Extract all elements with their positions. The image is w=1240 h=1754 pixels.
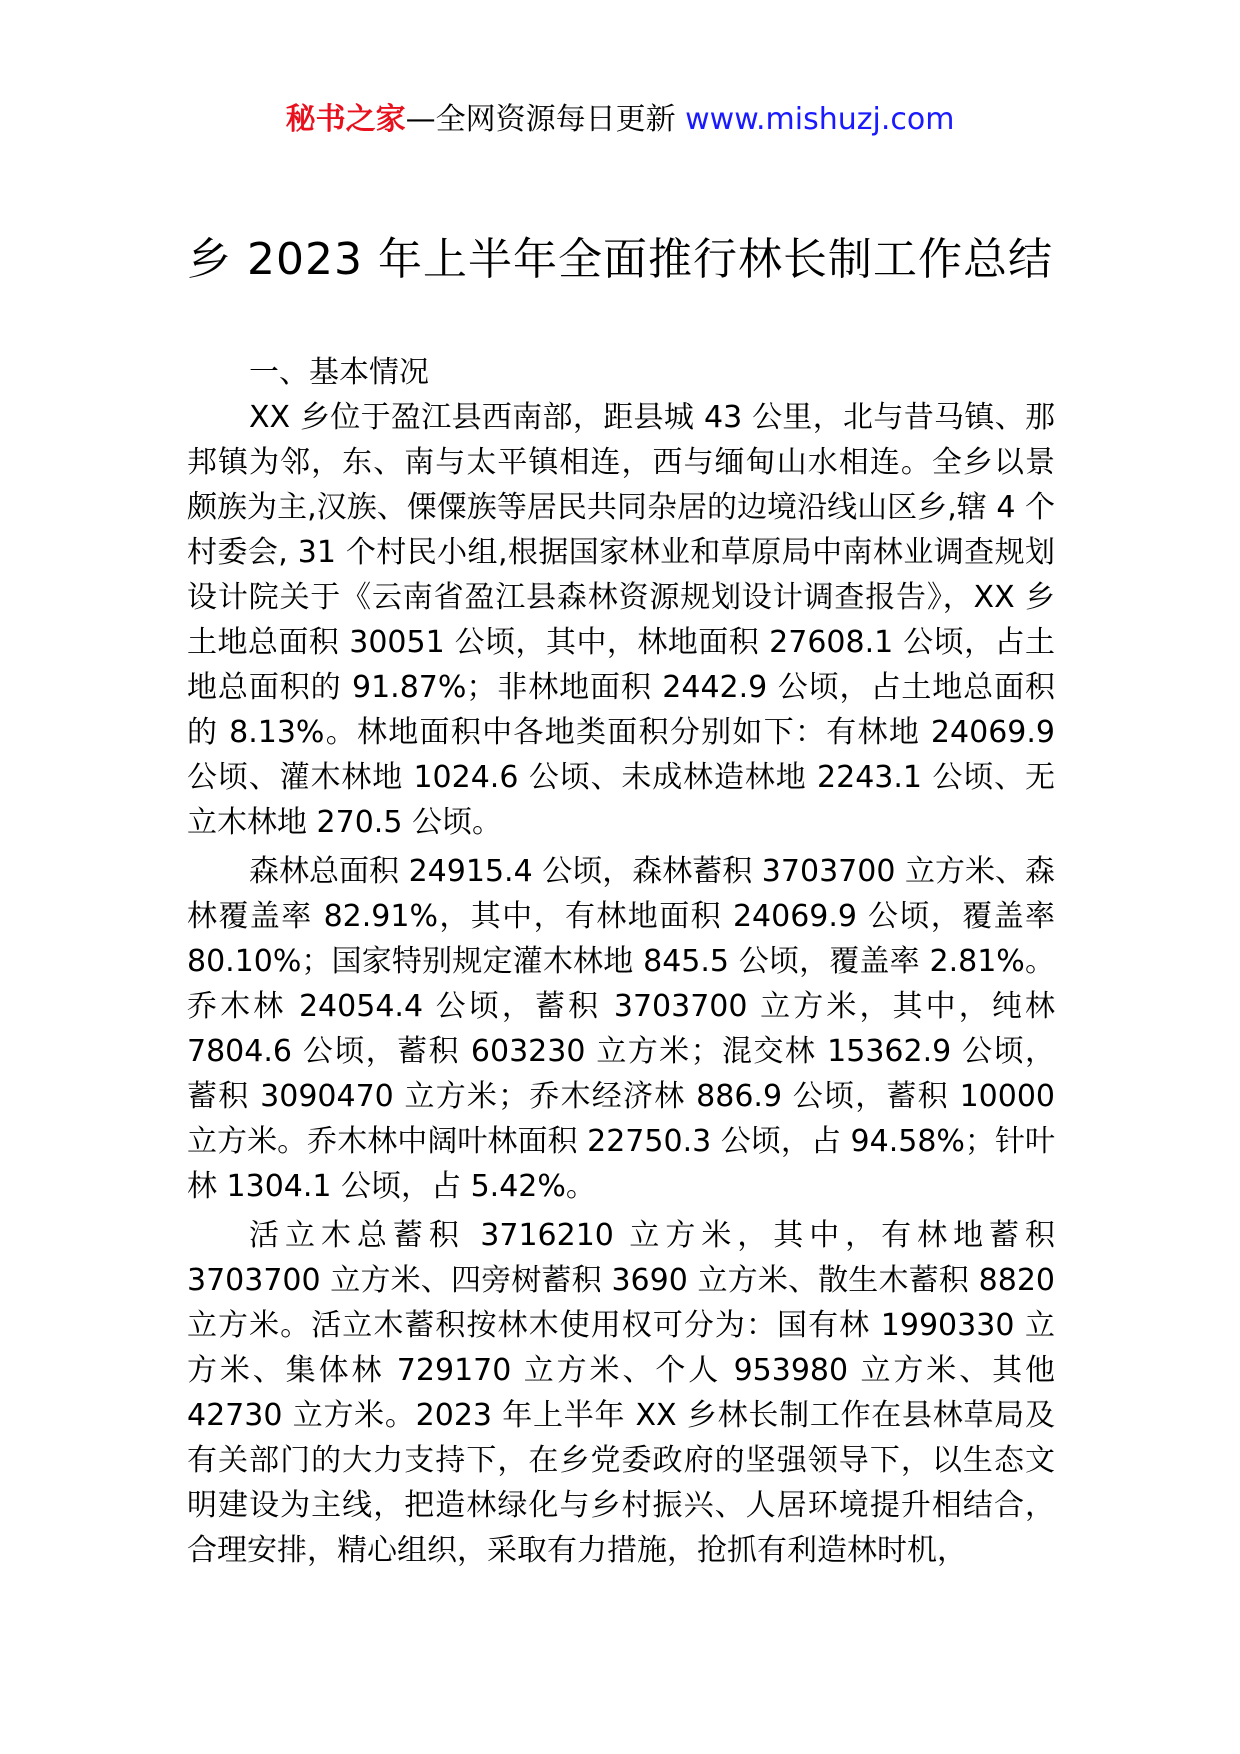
document-body [187, 350, 1055, 1577]
paragraph: XX 乡位于盈江县西南部，距县城 43 公里，北与昔马镇、那邦镇为邻，东、南与太平镇相连，西与缅甸山水相连。全乡以景颇族为主,汉族、傈僳族等居民共同杂居的边境沿线山区乡,辖 4 个村委会, 31 个村民小组,根据国家林业和草原局中南林业调查规划设计院关于《云南省盈江县森林资源规划设计调查报告》，XX 乡土地总面积 30051 公顷，其中，林地面积 27608.1 公顷，占土地总面积的 91.87%；非林地面积 2442.9 公顷，占土地总面积的 8.13%。林地面积中各地类面积分别如下：有林地 24069.9 公顷、灌木林地 1024.6 公顷、未成林造林地 2243.1 公顷、无立木林地 270.5 公顷。 [187, 400, 1055, 840]
site-tagline: —全网资源每日更新 [405, 102, 686, 137]
site-header [0, 100, 1240, 140]
section-heading: 一、基本情况 [249, 355, 429, 390]
site-brand: 秘书之家 [285, 102, 406, 137]
paragraph: 森林总面积 24915.4 公顷，森林蓄积 3703700 立方米、森林覆盖率 82.91%，其中，有林地面积 24069.9 公顷，覆盖率 80.10%；国家特别规定灌木林地 845.5 公顷，覆盖率 2.81%。乔木林 24054.4 公顷，蓄积 3703700 立方米，其中，纯林 7804.6 公顷，蓄积 603230 立方米；混交林 15362.9 公顷，蓄积 3090470 立方米；乔木经济林 886.9 公顷，蓄积 10000 立方米。乔木林中阔叶林面积 22750.3 公顷，占 94.58%；针叶林 1304.1 公顷，占 5.42%。 [187, 854, 1055, 1204]
site-url-link[interactable]: www.mishuzj.com [685, 102, 955, 137]
document-title: 乡 2023 年上半年全面推行林长制工作总结 [187, 234, 1053, 285]
paragraph: 活立木总蓄积 3716210 立方米，其中，有林地蓄积 3703700 立方米、四旁树蓄积 3690 立方米、散生木蓄积 8820 立方米。活立木蓄积按林木使用权可分为：国有林 1990330 立方米、集体林 729170 立方米、个人 953980 立方米、其他 42730 立方米。2023 年上半年 XX 乡林长制工作在县林草局及有关部门的大力支持下，在乡党委政府的坚强领导下，以生态文明建设为主线，把造林绿化与乡村振兴、人居环境提升相结合，合理安排，精心组织，采取有力措施，抢抓有利造林时机， [187, 1218, 1055, 1568]
